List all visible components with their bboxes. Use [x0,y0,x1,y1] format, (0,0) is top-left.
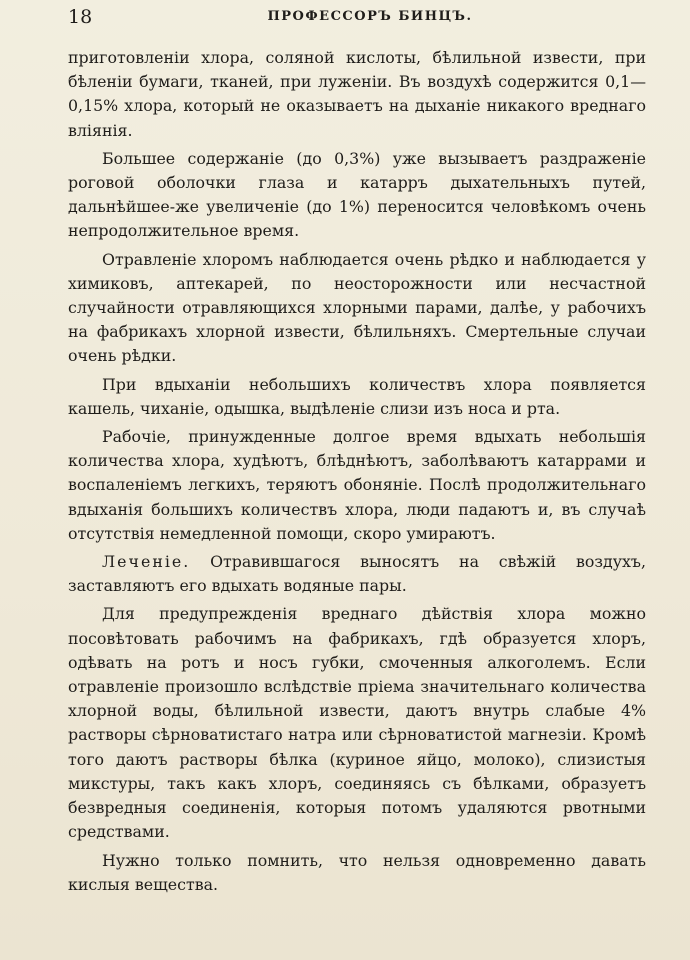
paragraph: Отравленіе хлоромъ наблюдается очень рѣдко и наблюдается у химиковъ, аптекарей, по неосторожности или несчастной случайности отравляющихся хлорными парами, далѣе, у рабочихъ на фабрикахъ хлорной извести, бѣлильняхъ. Смертельные случаи очень рѣдки. [68,249,646,366]
paragraph: При вдыханіи небольшихъ количествъ хлора появляется кашель, чиханіе, одышка, выдѣленіе слизи изъ носа и рта. [68,374,646,418]
page-header [68,6,642,30]
paragraph-continuation: приготовленіи хлора, соляной кислоты, бѣлильной извести, при бѣленіи бумаги, тканей, при луженіи. Въ воздухѣ содержится 0,1—0,15% хлора, который не оказываетъ на дыханіе никакого вреднаго вліянія. [68,48,646,140]
paragraph: Рабочіе, принужденные долгое время вдыхать небольшія количества хлора, худѣютъ, блѣднѣютъ, заболѣваютъ катаррами и воспаленіемъ легкихъ, теряютъ обоняніе. Послѣ продолжительнаго вдыханія большихъ количествъ хлора, люди падаютъ и, въ случаѣ отсутствія немедленной помощи, скоро умираютъ. [68,427,646,543]
paragraph: Для предупрежденія вреднаго дѣйствія хлора можно посовѣтовать рабочимъ на фабрикахъ, гдѣ образуется хлоръ, одѣвать на ротъ и носъ губки, смоченныя алкоголемъ. Если отравленіе произошло вслѣдствіе пріема значительнаго количества хлорной воды, бѣлильной извести, даютъ внутрь слабые 4% растворы сѣрноватистаго натра или сѣрноватистой магнезіи. Кромѣ того даютъ растворы бѣлка (куриное яйцо, молоко), слизистыя микстуры, такъ какъ хлоръ, соединяясь съ бѣлками, образуетъ безвредныя соединенія, которыя потомъ удаляются рвотными средствами. [68,604,646,842]
running-title: ПРОФЕССОРЪ БИНЦЪ. [267,9,473,24]
section-heading-treatment: Леченіе. [102,552,191,572]
paragraph: Большее содержаніе (до 0,3%) уже вызываетъ раздраженіе роговой оболочки глаза и катарръ дыхательныхъ путей, дальнѣйшее-же увеличеніе (до 1%) переносится человѣкомъ очень непродолжительное время. [68,148,646,241]
page-number: 18 [68,6,93,28]
paragraph-treatment: Леченіе. Отравившагося выносятъ на свѣжій воздухъ, заставляютъ его вдыхать водяные пары. [68,552,646,596]
body-text [68,46,646,901]
paragraph: Нужно только помнить, что нельзя одновременно давать кислыя вещества. [68,850,646,894]
